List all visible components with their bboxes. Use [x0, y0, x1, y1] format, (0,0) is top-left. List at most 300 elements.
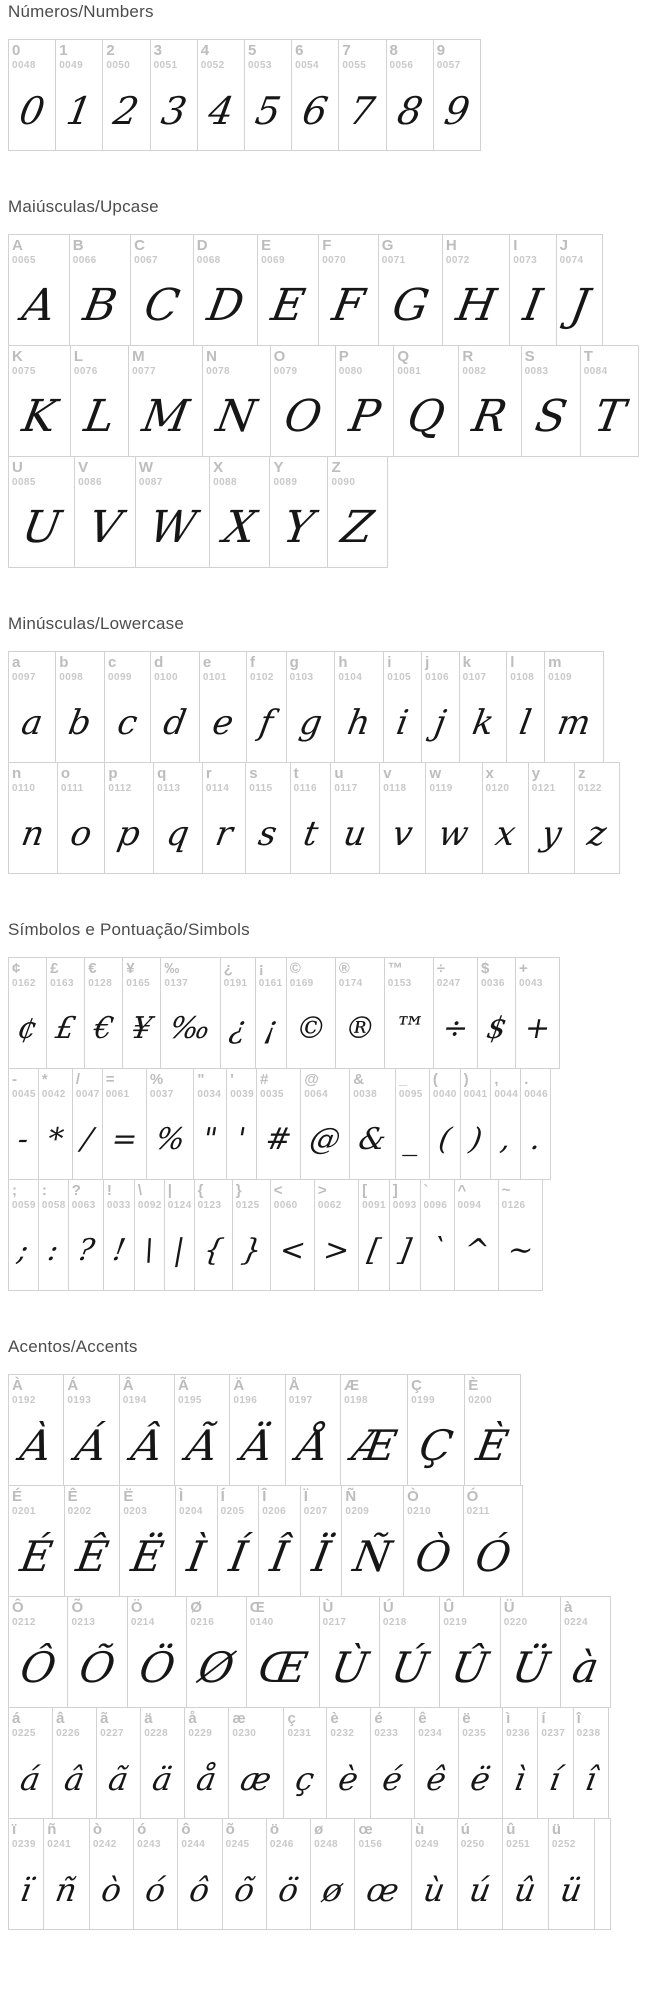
cell-code-label: 0230	[232, 1727, 257, 1739]
cell-char-label: d	[154, 654, 164, 671]
cell-code-label: 0191	[223, 977, 248, 989]
cell-glyph: ï	[17, 1870, 35, 1909]
glyph-cell	[500, 1596, 561, 1708]
cell-glyph: Å	[293, 1420, 333, 1470]
cell-char-label: 1	[59, 42, 68, 59]
cell-header	[9, 1597, 67, 1628]
glyph-cell	[69, 234, 131, 346]
cell-code-label: 0115	[249, 782, 273, 794]
cell-char-label: ç	[287, 1710, 296, 1727]
glyph-cell	[521, 345, 581, 457]
cell-glyph: ‰	[167, 1010, 214, 1046]
glyph-cell	[8, 39, 56, 151]
cell-code-label: 0084	[583, 365, 608, 377]
cell-char-label: y	[531, 765, 541, 782]
cell-char-label: G	[381, 237, 394, 254]
cell-glyph: Â	[127, 1420, 167, 1470]
cell-glyph: 8	[393, 88, 426, 133]
cell-glyph: V	[84, 501, 126, 553]
cell-code-label: 0213	[71, 1616, 96, 1628]
cell-header	[9, 1708, 52, 1739]
cell-glyph-area	[141, 1739, 184, 1818]
glyph-cell	[229, 1374, 285, 1486]
cell-header	[203, 346, 270, 377]
cell-glyph-area	[229, 1739, 283, 1818]
cell-header	[503, 1708, 537, 1739]
cell-header	[39, 1180, 68, 1211]
cell-code-label: 0113	[157, 782, 181, 794]
glyph-cell	[460, 1068, 492, 1180]
cell-char-label: =	[105, 1071, 115, 1088]
cell-header	[380, 763, 425, 794]
cell-glyph-area	[203, 377, 270, 456]
cell-char-label: Z	[331, 459, 341, 476]
glyph-cell	[8, 1374, 64, 1486]
cell-header	[210, 457, 269, 488]
cell-glyph: ,	[498, 1121, 514, 1157]
cell-glyph: (	[435, 1121, 454, 1157]
cell-header	[545, 652, 603, 683]
cell-header	[71, 346, 128, 377]
cell-glyph-area	[9, 1406, 63, 1485]
cell-header	[227, 1069, 256, 1100]
cell-char-label: é	[374, 1710, 383, 1727]
section-4	[8, 1337, 661, 1930]
cell-glyph-area	[56, 71, 102, 150]
cell-char-label: Ü	[503, 1599, 515, 1616]
cell-char-label: f	[249, 654, 255, 671]
cell-code-label: 0228	[144, 1727, 169, 1739]
cell-glyph-area	[256, 989, 286, 1068]
cell-code-label: 0069	[261, 254, 285, 266]
cell-glyph-area	[200, 683, 246, 762]
cell-header	[129, 346, 202, 377]
cell-char-label: |	[167, 1182, 172, 1199]
cell-char-label: ñ	[47, 1821, 57, 1838]
cell-header	[131, 235, 193, 266]
cell-glyph-area	[380, 794, 425, 873]
cell-char-label: Å	[288, 1377, 300, 1394]
glyph-cell	[209, 456, 270, 568]
cell-glyph: y	[538, 813, 565, 854]
cell-char-label: @	[304, 1071, 319, 1088]
cell-header	[335, 652, 383, 683]
cell-glyph-area	[9, 1211, 38, 1290]
cell-header	[459, 346, 520, 377]
cell-glyph-area	[499, 1211, 542, 1290]
cell-code-label: 0056	[389, 59, 414, 71]
cell-glyph: <	[276, 1232, 309, 1268]
cell-code-label: 0095	[398, 1088, 423, 1100]
cell-code-label: 0091	[362, 1199, 386, 1211]
cell-header	[233, 1180, 270, 1211]
cell-code-label: 0226	[56, 1727, 80, 1739]
cell-header	[257, 1069, 300, 1100]
cell-glyph: w	[435, 813, 473, 854]
cell-header	[203, 763, 245, 794]
cell-code-label: 0245	[225, 1838, 250, 1850]
cell-glyph-area	[221, 989, 255, 1068]
glyph-cell	[314, 1179, 359, 1291]
cell-glyph: í	[547, 1759, 564, 1798]
cell-header	[478, 958, 515, 989]
cell-char-label: ‰	[164, 960, 180, 977]
cell-code-label: 0055	[342, 59, 367, 71]
cell-code-label: 0206	[262, 1505, 287, 1517]
cell-glyph: d	[160, 702, 190, 743]
cell-glyph: %	[152, 1121, 188, 1157]
cell-char-label: ~	[501, 1182, 511, 1199]
cell-glyph: p	[114, 813, 144, 854]
cell-glyph: Ï	[308, 1531, 334, 1581]
character-map	[8, 2, 661, 1930]
cell-glyph-area	[9, 1850, 43, 1929]
glyph-cell	[340, 1374, 408, 1486]
glyph-cell	[153, 762, 203, 874]
cell-code-label: 0081	[397, 365, 422, 377]
glyph-cell	[8, 1485, 65, 1597]
cell-char-label: 5	[247, 42, 257, 59]
glyph-cell	[150, 39, 198, 151]
glyph-cell	[338, 39, 386, 151]
cell-char-label: m	[548, 654, 562, 671]
cell-glyph-area	[218, 1517, 259, 1596]
cell-glyph: 6	[299, 88, 332, 133]
glyph-cell	[378, 234, 443, 346]
cell-header	[339, 40, 385, 71]
cell-header	[161, 958, 219, 989]
glyph-cell	[393, 345, 459, 457]
glyph-cell	[96, 1707, 141, 1819]
cell-glyph-area	[136, 488, 209, 567]
cell-glyph: €	[91, 1010, 117, 1046]
cell-glyph: [	[365, 1232, 383, 1268]
cell-char-label: [	[362, 1182, 368, 1199]
cell-code-label: 0089	[273, 476, 298, 488]
cell-glyph: D	[203, 279, 248, 331]
glyph-cell	[464, 1374, 521, 1486]
cell-char-label: Ô	[12, 1599, 24, 1616]
glyph-cell	[407, 1374, 465, 1486]
cell-glyph-area	[259, 1517, 300, 1596]
cell-header	[291, 763, 331, 794]
glyph-cell	[74, 456, 136, 568]
glyph-cell	[89, 1818, 134, 1930]
glyph-cell	[67, 1596, 127, 1708]
glyph-cell	[8, 456, 75, 568]
cell-char-label: ä	[144, 1710, 153, 1727]
cell-glyph: Q	[403, 390, 450, 442]
cell-glyph-area	[187, 1628, 245, 1707]
cell-char-label: ;	[12, 1182, 17, 1199]
cell-header	[271, 346, 335, 377]
glyph-cell	[140, 1707, 185, 1819]
cell-glyph-area	[394, 377, 458, 456]
cell-char-label: Q	[397, 348, 410, 365]
cell-char-label: i	[387, 654, 392, 671]
cell-char-label: r	[205, 765, 212, 782]
cell-glyph: c	[114, 702, 141, 743]
cell-char-label: õ	[225, 1821, 235, 1838]
cell-glyph: e	[209, 702, 237, 743]
cell-code-label: 0087	[138, 476, 163, 488]
cell-header	[341, 1375, 407, 1406]
cell-char-label: â	[56, 1710, 65, 1727]
cell-glyph-area	[440, 1628, 499, 1707]
cell-glyph-area	[47, 989, 84, 1068]
cell-glyph-area	[574, 1739, 608, 1818]
glyph-cell	[537, 1707, 573, 1819]
cell-glyph-area	[165, 1211, 194, 1290]
cell-header	[465, 1375, 520, 1406]
glyph-cell	[55, 651, 105, 763]
glyph-row	[8, 651, 604, 763]
cell-header	[385, 958, 433, 989]
cell-char-label: ï	[12, 1821, 17, 1838]
glyph-cell	[38, 1068, 73, 1180]
cell-glyph-area	[39, 1211, 68, 1290]
cell-code-label: 0053	[247, 59, 272, 71]
cell-char-label: €	[88, 960, 97, 977]
cell-glyph: É	[16, 1531, 57, 1581]
cell-char-label: )	[463, 1071, 469, 1088]
cell-glyph-area	[9, 1517, 64, 1596]
cell-char-label: Í	[220, 1488, 225, 1505]
cell-glyph: M	[138, 390, 193, 442]
cell-glyph: ã	[105, 1759, 132, 1798]
cell-glyph-area	[355, 1850, 411, 1929]
glyph-cell	[8, 1596, 68, 1708]
cell-glyph-area	[151, 71, 197, 150]
cell-code-label: 0048	[12, 59, 36, 71]
cell-glyph-area	[104, 1211, 134, 1290]
glyph-row	[8, 762, 620, 874]
cell-glyph-area	[154, 794, 202, 873]
cell-header	[270, 457, 327, 488]
cell-glyph-area	[247, 683, 286, 762]
cell-glyph: ü	[557, 1870, 585, 1909]
cell-glyph: H	[452, 279, 500, 331]
cell-glyph-area	[9, 488, 74, 567]
glyph-cell	[228, 1707, 284, 1819]
section-title: Acentos/Accents	[8, 1337, 138, 1356]
cell-code-label: 0207	[303, 1505, 328, 1517]
cell-char-label: ø	[314, 1821, 324, 1838]
cell-glyph: F	[328, 279, 369, 331]
glyph-cell	[52, 1707, 97, 1819]
cell-glyph: œ	[364, 1870, 403, 1909]
glyph-cell	[458, 1707, 503, 1819]
cell-glyph: {	[200, 1232, 226, 1268]
cell-glyph: 3	[157, 88, 190, 133]
cell-header	[123, 958, 160, 989]
cell-char-label: a	[12, 654, 21, 671]
section-2	[8, 614, 661, 874]
cell-code-label: 0036	[480, 977, 505, 989]
cell-header	[464, 1486, 522, 1517]
glyph-cell	[509, 234, 556, 346]
glyph-cell	[270, 345, 336, 457]
cell-glyph-area	[458, 1850, 503, 1929]
glyph-cell	[384, 957, 434, 1069]
cell-char-label: Ê	[67, 1488, 78, 1505]
cell-header	[320, 1597, 379, 1628]
glyph-cell	[134, 1179, 165, 1291]
glyph-cell	[217, 1485, 260, 1597]
glyph-cell	[429, 1068, 461, 1180]
glyph-cell	[122, 957, 161, 1069]
cell-glyph-area	[129, 377, 202, 456]
glyph-cell	[220, 957, 256, 1069]
glyph-cell	[319, 1596, 380, 1708]
cell-char-label: 0	[12, 42, 21, 59]
cell-glyph: l	[516, 702, 535, 743]
cell-code-label: 0072	[445, 254, 470, 266]
cell-header	[538, 1708, 572, 1739]
cell-code-label: 0071	[381, 254, 406, 266]
cell-code-label: 0079	[273, 365, 298, 377]
glyph-cell	[580, 345, 639, 457]
cell-code-label: 0241	[47, 1838, 72, 1850]
cell-char-label: "	[197, 1071, 205, 1088]
cell-glyph-area	[233, 1211, 270, 1290]
glyph-cell	[43, 1818, 90, 1930]
cell-char-label: Ç	[411, 1377, 422, 1394]
cell-code-label: 0201	[12, 1505, 36, 1517]
cell-header	[151, 652, 199, 683]
cell-glyph-area	[97, 1739, 140, 1818]
glyph-cell	[202, 345, 271, 457]
cell-code-label: 0199	[411, 1394, 435, 1406]
glyph-cell	[420, 1179, 455, 1291]
cell-header	[194, 1069, 226, 1100]
cell-glyph: ?	[74, 1232, 97, 1268]
cell-glyph-area	[9, 1739, 52, 1818]
cell-glyph: ®	[341, 1010, 378, 1046]
glyph-cell	[127, 1596, 187, 1708]
glyph-row	[8, 1068, 551, 1180]
cell-code-label: 0119	[429, 782, 453, 794]
cell-glyph-area	[434, 989, 477, 1068]
glyph-cell	[425, 762, 482, 874]
glyph-cell	[433, 957, 478, 1069]
glyph-cell	[184, 1707, 229, 1819]
cell-code-label: 0096	[423, 1199, 448, 1211]
cell-header	[178, 1819, 221, 1850]
glyph-cell	[194, 1179, 233, 1291]
cell-code-label: 0051	[153, 59, 178, 71]
cell-char-label: à	[564, 1599, 573, 1616]
cell-glyph-area	[549, 1850, 594, 1929]
cell-glyph-area	[120, 1406, 174, 1485]
cell-header	[9, 457, 74, 488]
cell-header	[455, 1180, 498, 1211]
cell-header	[440, 1597, 499, 1628]
cell-char-label: ù	[415, 1821, 425, 1838]
glyph-row	[8, 39, 481, 151]
cell-code-label: 0239	[12, 1838, 36, 1850]
cell-glyph-area	[301, 1517, 342, 1596]
cell-glyph: g	[296, 702, 325, 743]
cell-glyph: ©	[292, 1010, 329, 1046]
cell-char-label: ÷	[436, 960, 446, 977]
cell-header	[581, 346, 638, 377]
cell-code-label: 0165	[126, 977, 151, 989]
cell-glyph: Î	[266, 1531, 293, 1581]
cell-glyph: W	[145, 501, 200, 553]
glyph-cell	[72, 1068, 103, 1180]
cell-header	[247, 1597, 319, 1628]
glyph-cell	[358, 1179, 390, 1291]
cell-glyph: T	[590, 390, 629, 442]
cell-glyph-area	[161, 989, 219, 1068]
cell-header	[336, 346, 394, 377]
cell-header	[503, 1819, 548, 1850]
glyph-cell	[411, 1818, 458, 1930]
cell-header	[443, 235, 509, 266]
cell-char-label: Ì	[179, 1488, 184, 1505]
cell-char-label: t	[293, 765, 299, 782]
cell-code-label: 0169	[289, 977, 314, 989]
cell-glyph-area	[545, 683, 603, 762]
glyph-cell	[458, 345, 521, 457]
cell-char-label: î	[576, 1710, 581, 1727]
cell-glyph-area	[379, 266, 442, 345]
cell-glyph: $	[483, 1010, 510, 1046]
glyph-cell	[38, 1179, 69, 1291]
cell-glyph-area	[195, 1211, 232, 1290]
cell-header	[350, 1069, 395, 1100]
cell-glyph-area	[434, 71, 480, 150]
cell-header	[165, 1180, 194, 1211]
glyph-cell	[548, 1818, 595, 1930]
cell-glyph-area	[478, 989, 515, 1068]
cell-char-label: z	[577, 765, 586, 782]
cell-char-label: F	[322, 237, 332, 254]
cell-glyph: B	[79, 279, 121, 331]
cell-code-label: 0237	[541, 1727, 566, 1739]
cell-glyph: Ñ	[350, 1531, 396, 1581]
cell-code-label: 0250	[460, 1838, 485, 1850]
cell-char-label: '	[230, 1071, 234, 1088]
cell-code-label: 0122	[577, 782, 602, 794]
glyph-cell	[232, 1179, 271, 1291]
cell-glyph-area	[507, 683, 544, 762]
glyph-cell	[334, 651, 384, 763]
cell-header	[342, 1486, 403, 1517]
cell-header	[105, 763, 153, 794]
cell-header	[103, 40, 149, 71]
cell-header	[56, 40, 102, 71]
cell-char-label: W	[138, 459, 154, 476]
cell-code-label: 0102	[249, 671, 274, 683]
cell-glyph-area	[455, 1211, 498, 1290]
cell-code-label: 0047	[75, 1088, 100, 1100]
glyph-cell	[506, 651, 545, 763]
cell-glyph-area	[390, 1211, 420, 1290]
cell-code-label: 0074	[559, 254, 584, 266]
glyph-cell	[285, 1374, 341, 1486]
cell-char-label: <	[273, 1182, 283, 1199]
cell-glyph: L	[80, 390, 119, 442]
cell-code-label: 0034	[197, 1088, 222, 1100]
cell-header	[136, 457, 209, 488]
cell-glyph: )	[466, 1121, 485, 1157]
glyph-cell	[130, 234, 194, 346]
glyph-cell	[255, 957, 287, 1069]
cell-glyph-area	[39, 1100, 72, 1179]
cell-header	[301, 1069, 349, 1100]
